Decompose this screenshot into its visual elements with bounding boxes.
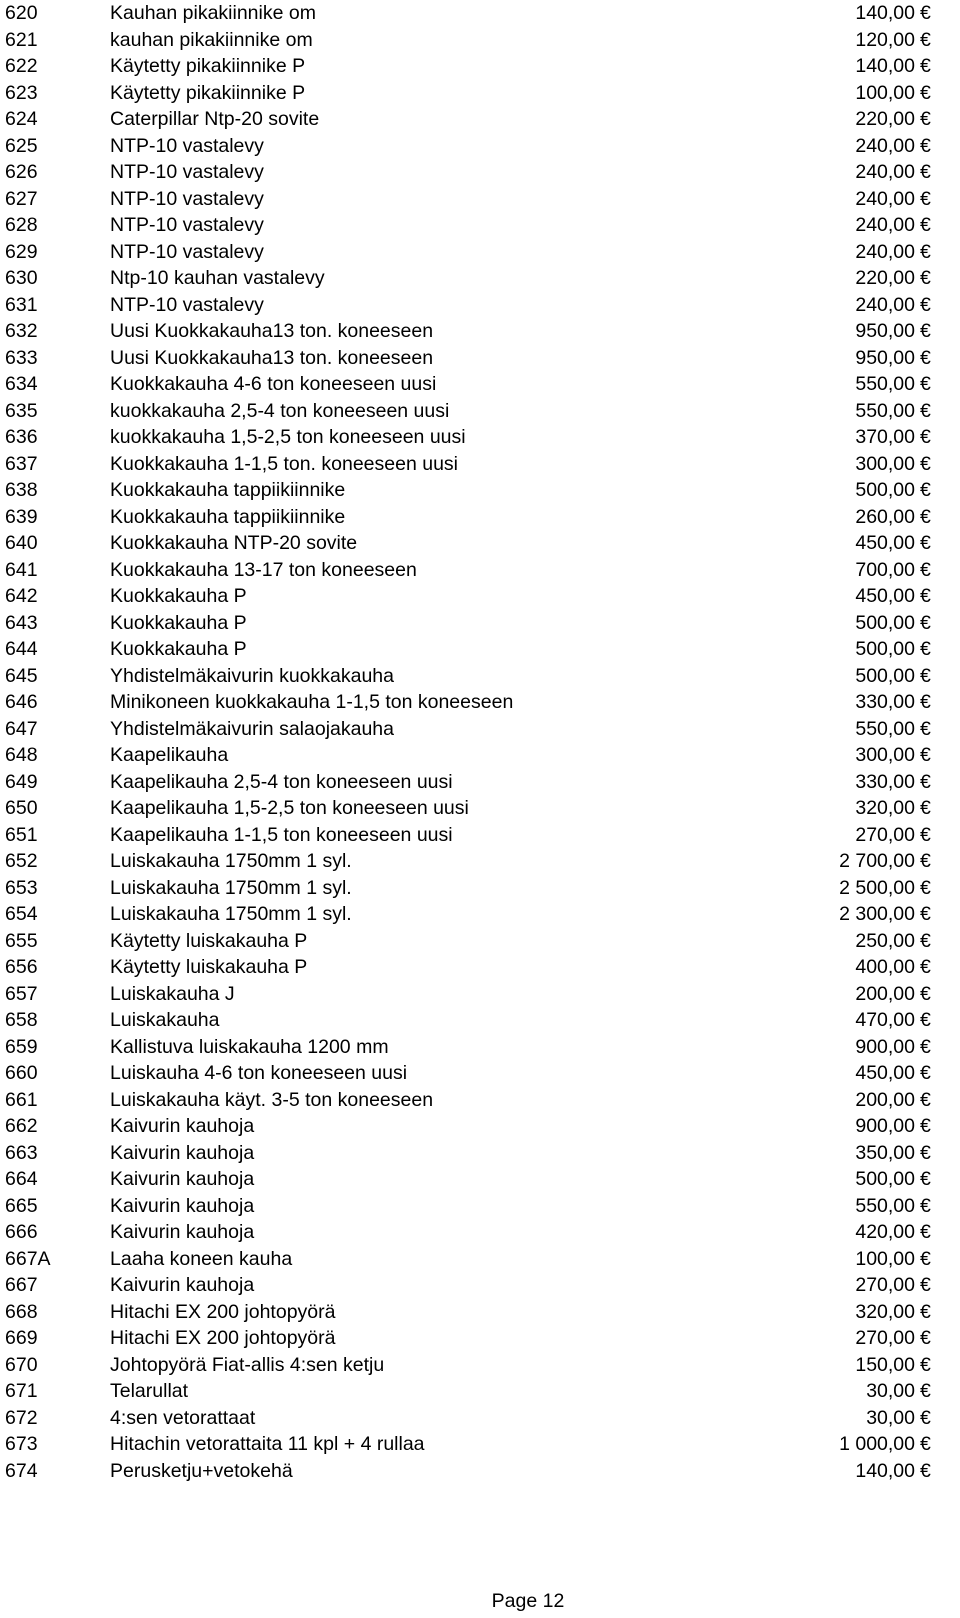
item-description: Luiskakauha 1750mm 1 syl. <box>110 876 352 899</box>
currency-symbol: € <box>920 55 931 77</box>
item-description: kauhan pikakiinnike om <box>110 28 313 51</box>
item-description: NTP-10 vastalevy <box>110 161 264 183</box>
item-number: 620 <box>5 2 38 24</box>
item-price: 240,00 <box>855 214 915 236</box>
list-item <box>0 954 960 981</box>
item-description: Kuokkakauha 4-6 ton koneeseen uusi <box>110 373 437 395</box>
currency-symbol: € <box>920 187 931 210</box>
item-price: 420,00 <box>855 1221 915 1243</box>
currency-symbol: € <box>920 770 931 793</box>
list-item <box>0 583 960 610</box>
item-price: 500,00 <box>855 611 915 634</box>
item-description: Caterpillar Ntp-20 sovite <box>110 108 320 130</box>
currency-symbol: € <box>920 373 931 395</box>
currency-symbol: € <box>920 134 931 157</box>
currency-symbol: € <box>920 1274 931 1296</box>
item-number: 672 <box>5 1406 38 1429</box>
list-item <box>0 424 960 451</box>
list-item <box>0 901 960 928</box>
currency-symbol: € <box>920 1141 931 1164</box>
item-description: Kauhan pikakiinnike om <box>110 2 316 24</box>
item-price: 900,00 <box>855 1115 915 1137</box>
item-description: Kaivurin kauhoja <box>110 1115 255 1137</box>
item-price: 140,00 <box>855 1459 915 1482</box>
item-price: 400,00 <box>855 956 915 978</box>
item-description: Perusketju+vetokehä <box>110 1459 293 1482</box>
item-description: Ntp-10 kauhan vastalevy <box>110 267 325 289</box>
item-description: NTP-10 vastalevy <box>110 134 264 157</box>
item-number: 632 <box>5 320 38 342</box>
item-number: 674 <box>5 1459 38 1482</box>
item-number: 657 <box>5 982 38 1005</box>
item-description: Luiskakauha 1750mm 1 syl. <box>110 850 352 872</box>
item-price: 950,00 <box>855 346 915 369</box>
item-price: 950,00 <box>855 320 915 342</box>
item-price: 500,00 <box>855 1168 915 1190</box>
item-description: Uusi Kuokkakauha13 ton. koneeseen <box>110 320 434 342</box>
list-item <box>0 1246 960 1273</box>
currency-symbol: € <box>920 903 931 925</box>
list-item <box>0 663 960 690</box>
currency-symbol: € <box>920 293 931 316</box>
item-number: 621 <box>5 28 38 51</box>
list-item <box>0 345 960 372</box>
list-item <box>0 1193 960 1220</box>
currency-symbol: € <box>920 850 931 872</box>
item-description: Kuokkakauha 1-1,5 ton. koneeseen uusi <box>110 452 459 475</box>
item-description: Kuokkakauha tappiikiinnike <box>110 505 346 528</box>
list-item <box>0 212 960 239</box>
item-description: Kuokkakauha P <box>110 638 247 660</box>
list-item <box>0 610 960 637</box>
list-item <box>0 1431 960 1458</box>
item-price: 250,00 <box>855 929 915 952</box>
item-description: Luiskakauha <box>110 1009 220 1031</box>
list-item <box>0 1034 960 1061</box>
currency-symbol: € <box>920 1327 931 1349</box>
item-price: 2 300,00 <box>839 903 915 925</box>
item-number: 659 <box>5 1035 38 1058</box>
item-description: Luiskakauha J <box>110 982 235 1005</box>
item-price: 370,00 <box>855 426 915 448</box>
list-item <box>0 504 960 531</box>
item-number: 671 <box>5 1380 38 1402</box>
item-description: NTP-10 vastalevy <box>110 214 264 236</box>
item-description: Kuokkakauha P <box>110 611 247 634</box>
currency-symbol: € <box>920 982 931 1005</box>
list-item <box>0 875 960 902</box>
item-description: Kuokkakauha 13-17 ton koneeseen <box>110 558 417 581</box>
currency-symbol: € <box>920 214 931 236</box>
currency-symbol: € <box>920 108 931 130</box>
item-number: 631 <box>5 293 38 316</box>
item-price: 200,00 <box>855 1088 915 1111</box>
item-number: 634 <box>5 373 38 395</box>
currency-symbol: € <box>920 1194 931 1217</box>
item-number: 644 <box>5 638 38 660</box>
item-number: 652 <box>5 850 38 872</box>
item-description: kuokkakauha 2,5-4 ton koneeseen uusi <box>110 399 450 422</box>
list-item <box>0 689 960 716</box>
item-description: Käytetty pikakiinnike P <box>110 81 306 104</box>
item-price: 2 500,00 <box>839 876 915 899</box>
item-price: 260,00 <box>855 505 915 528</box>
currency-symbol: € <box>920 876 931 899</box>
item-price: 140,00 <box>855 55 915 77</box>
item-price: 270,00 <box>855 1327 915 1349</box>
list-item <box>0 1007 960 1034</box>
currency-symbol: € <box>920 532 931 554</box>
item-number: 673 <box>5 1433 38 1455</box>
item-price: 450,00 <box>855 532 915 554</box>
item-price: 200,00 <box>855 982 915 1005</box>
item-number: 662 <box>5 1115 38 1137</box>
currency-symbol: € <box>920 81 931 104</box>
list-item <box>0 477 960 504</box>
item-description: Käytetty luiskakauha P <box>110 929 308 952</box>
item-price: 500,00 <box>855 479 915 501</box>
item-price: 550,00 <box>855 373 915 395</box>
list-item <box>0 636 960 663</box>
item-number: 642 <box>5 585 38 607</box>
item-number: 664 <box>5 1168 38 1190</box>
item-description: Kallistuva luiskakauha 1200 mm <box>110 1035 389 1058</box>
item-description: Kaivurin kauhoja <box>110 1274 255 1296</box>
item-price: 300,00 <box>855 744 915 766</box>
currency-symbol: € <box>920 558 931 581</box>
item-number: 651 <box>5 823 38 846</box>
currency-symbol: € <box>920 1380 931 1402</box>
item-number: 625 <box>5 134 38 157</box>
list-item <box>0 1087 960 1114</box>
item-description: Yhdistelmäkaivurin salaojakauha <box>110 717 394 740</box>
list-item <box>0 159 960 186</box>
item-description: Johtopyörä Fiat-allis 4:sen ketju <box>110 1353 385 1376</box>
list-item <box>0 80 960 107</box>
list-item <box>0 1219 960 1246</box>
currency-symbol: € <box>920 797 931 819</box>
item-price: 220,00 <box>855 108 915 130</box>
item-description: Hitachi EX 200 johtopyörä <box>110 1300 336 1323</box>
item-price: 30,00 <box>866 1380 915 1402</box>
currency-symbol: € <box>920 161 931 183</box>
list-item <box>0 371 960 398</box>
item-price: 240,00 <box>855 187 915 210</box>
item-price: 100,00 <box>855 1247 915 1270</box>
item-description: Kuokkakauha tappiikiinnike <box>110 479 346 501</box>
item-description: Uusi Kuokkakauha13 ton. koneeseen <box>110 346 434 369</box>
list-item <box>0 981 960 1008</box>
list-item <box>0 53 960 80</box>
currency-symbol: € <box>920 399 931 422</box>
item-number: 656 <box>5 956 38 978</box>
item-description: Kaapelikauha 1,5-2,5 ton koneeseen uusi <box>110 797 469 819</box>
currency-symbol: € <box>920 1433 931 1455</box>
page-footer <box>0 1588 960 1614</box>
item-number: 670 <box>5 1353 38 1376</box>
item-number: 660 <box>5 1062 38 1084</box>
list-item <box>0 239 960 266</box>
item-description: Luiskakauha käyt. 3-5 ton koneeseen <box>110 1088 434 1111</box>
item-price: 240,00 <box>855 240 915 263</box>
currency-symbol: € <box>920 1035 931 1058</box>
list-item <box>0 0 960 27</box>
list-item <box>0 1166 960 1193</box>
item-description: Luiskauha 4-6 ton koneeseen uusi <box>110 1062 408 1084</box>
item-price: 350,00 <box>855 1141 915 1164</box>
item-description: Käytetty luiskakauha P <box>110 956 308 978</box>
item-price: 240,00 <box>855 134 915 157</box>
item-number: 654 <box>5 903 38 925</box>
item-number: 648 <box>5 744 38 766</box>
list-item <box>0 265 960 292</box>
item-number: 622 <box>5 55 38 77</box>
item-price: 1 000,00 <box>839 1433 915 1455</box>
currency-symbol: € <box>920 28 931 51</box>
item-number: 636 <box>5 426 38 448</box>
currency-symbol: € <box>920 1168 931 1190</box>
item-description: Kuokkakauha P <box>110 585 247 607</box>
list-item <box>0 292 960 319</box>
list-item <box>0 928 960 955</box>
item-price: 220,00 <box>855 267 915 289</box>
item-description: 4:sen vetorattaat <box>110 1406 256 1429</box>
page-number: Page 12 <box>491 1590 565 1612</box>
list-item <box>0 106 960 133</box>
item-description: Kaapelikauha <box>110 744 229 766</box>
item-price: 550,00 <box>855 1194 915 1217</box>
item-number: 669 <box>5 1327 38 1349</box>
item-description: NTP-10 vastalevy <box>110 240 264 263</box>
currency-symbol: € <box>920 585 931 607</box>
list-item <box>0 1060 960 1087</box>
currency-symbol: € <box>920 1115 931 1137</box>
list-item <box>0 1378 960 1405</box>
item-number: 643 <box>5 611 38 634</box>
currency-symbol: € <box>920 717 931 740</box>
item-description: Kaivurin kauhoja <box>110 1194 255 1217</box>
currency-symbol: € <box>920 1062 931 1084</box>
item-description: Minikoneen kuokkakauha 1-1,5 ton koneeseen <box>110 691 514 713</box>
currency-symbol: € <box>920 664 931 687</box>
item-number: 645 <box>5 664 38 687</box>
currency-symbol: € <box>920 479 931 501</box>
item-number: 665 <box>5 1194 38 1217</box>
list-item <box>0 557 960 584</box>
item-number: 658 <box>5 1009 38 1031</box>
item-number: 647 <box>5 717 38 740</box>
currency-symbol: € <box>920 691 931 713</box>
item-price: 300,00 <box>855 452 915 475</box>
item-price: 140,00 <box>855 2 915 24</box>
list-item <box>0 769 960 796</box>
item-price: 320,00 <box>855 1300 915 1323</box>
item-number: 626 <box>5 161 38 183</box>
list-item <box>0 133 960 160</box>
item-number: 667A <box>5 1247 51 1270</box>
item-price: 100,00 <box>855 81 915 104</box>
item-number: 629 <box>5 240 38 263</box>
item-price: 240,00 <box>855 293 915 316</box>
item-number: 653 <box>5 876 38 899</box>
currency-symbol: € <box>920 1353 931 1376</box>
item-description: Kaivurin kauhoja <box>110 1221 255 1243</box>
currency-symbol: € <box>920 823 931 846</box>
list-item <box>0 1299 960 1326</box>
item-number: 624 <box>5 108 38 130</box>
item-description: NTP-10 vastalevy <box>110 293 264 316</box>
item-price: 500,00 <box>855 638 915 660</box>
currency-symbol: € <box>920 267 931 289</box>
item-number: 623 <box>5 81 38 104</box>
item-price: 30,00 <box>866 1406 915 1429</box>
currency-symbol: € <box>920 1459 931 1482</box>
currency-symbol: € <box>920 426 931 448</box>
list-item <box>0 27 960 54</box>
currency-symbol: € <box>920 1300 931 1323</box>
item-number: 663 <box>5 1141 38 1164</box>
list-item <box>0 742 960 769</box>
currency-symbol: € <box>920 452 931 475</box>
currency-symbol: € <box>920 744 931 766</box>
currency-symbol: € <box>920 1088 931 1111</box>
item-price: 700,00 <box>855 558 915 581</box>
item-description: Yhdistelmäkaivurin kuokkakauha <box>110 664 394 687</box>
item-price: 2 700,00 <box>839 850 915 872</box>
list-item <box>0 1352 960 1379</box>
item-number: 628 <box>5 214 38 236</box>
item-description: Hitachin vetorattaita 11 kpl + 4 rullaa <box>110 1433 425 1455</box>
item-number: 661 <box>5 1088 38 1111</box>
item-price: 320,00 <box>855 797 915 819</box>
item-price: 240,00 <box>855 161 915 183</box>
list-item <box>0 848 960 875</box>
list-item <box>0 1113 960 1140</box>
list-item <box>0 1325 960 1352</box>
item-number: 638 <box>5 479 38 501</box>
list-item <box>0 186 960 213</box>
item-number: 633 <box>5 346 38 369</box>
item-price: 470,00 <box>855 1009 915 1031</box>
item-price: 450,00 <box>855 1062 915 1084</box>
item-number: 655 <box>5 929 38 952</box>
list-item <box>0 795 960 822</box>
item-price: 550,00 <box>855 399 915 422</box>
item-number: 627 <box>5 187 38 210</box>
item-number: 650 <box>5 797 38 819</box>
item-number: 640 <box>5 532 38 554</box>
item-number: 641 <box>5 558 38 581</box>
item-number: 649 <box>5 770 38 793</box>
item-number: 630 <box>5 267 38 289</box>
currency-symbol: € <box>920 611 931 634</box>
item-number: 668 <box>5 1300 38 1323</box>
item-price: 150,00 <box>855 1353 915 1376</box>
item-description: Kuokkakauha NTP-20 sovite <box>110 532 358 554</box>
item-price: 120,00 <box>855 28 915 51</box>
currency-symbol: € <box>920 505 931 528</box>
list-item <box>0 451 960 478</box>
currency-symbol: € <box>920 2 931 24</box>
item-price: 550,00 <box>855 717 915 740</box>
currency-symbol: € <box>920 1221 931 1243</box>
list-item <box>0 822 960 849</box>
item-description: Kaivurin kauhoja <box>110 1168 255 1190</box>
item-description: Telarullat <box>110 1380 189 1402</box>
list-item <box>0 1272 960 1299</box>
currency-symbol: € <box>920 240 931 263</box>
currency-symbol: € <box>920 929 931 952</box>
currency-symbol: € <box>920 346 931 369</box>
item-description: Käytetty pikakiinnike P <box>110 55 306 77</box>
item-description: Hitachi EX 200 johtopyörä <box>110 1327 336 1349</box>
item-description: NTP-10 vastalevy <box>110 187 264 210</box>
list-item <box>0 530 960 557</box>
item-price: 500,00 <box>855 664 915 687</box>
item-price: 330,00 <box>855 691 915 713</box>
item-description: kuokkakauha 1,5-2,5 ton koneeseen uusi <box>110 426 466 448</box>
list-item <box>0 318 960 345</box>
item-price: 900,00 <box>855 1035 915 1058</box>
item-number: 639 <box>5 505 38 528</box>
item-price: 270,00 <box>855 1274 915 1296</box>
item-description: Kaivurin kauhoja <box>110 1141 255 1164</box>
item-number: 666 <box>5 1221 38 1243</box>
currency-symbol: € <box>920 1406 931 1429</box>
list-item <box>0 1405 960 1432</box>
currency-symbol: € <box>920 956 931 978</box>
list-item <box>0 398 960 425</box>
item-price: 270,00 <box>855 823 915 846</box>
item-description: Laaha koneen kauha <box>110 1247 293 1270</box>
item-number: 667 <box>5 1274 38 1296</box>
list-item <box>0 716 960 743</box>
item-price: 330,00 <box>855 770 915 793</box>
item-description: Luiskakauha 1750mm 1 syl. <box>110 903 352 925</box>
item-number: 646 <box>5 691 38 713</box>
item-price: 450,00 <box>855 585 915 607</box>
item-number: 637 <box>5 452 38 475</box>
currency-symbol: € <box>920 638 931 660</box>
item-description: Kaapelikauha 2,5-4 ton koneeseen uusi <box>110 770 453 793</box>
currency-symbol: € <box>920 1009 931 1031</box>
item-description: Kaapelikauha 1-1,5 ton koneeseen uusi <box>110 823 453 846</box>
list-item <box>0 1458 960 1485</box>
currency-symbol: € <box>920 320 931 342</box>
currency-symbol: € <box>920 1247 931 1270</box>
item-number: 635 <box>5 399 38 422</box>
list-item <box>0 1140 960 1167</box>
